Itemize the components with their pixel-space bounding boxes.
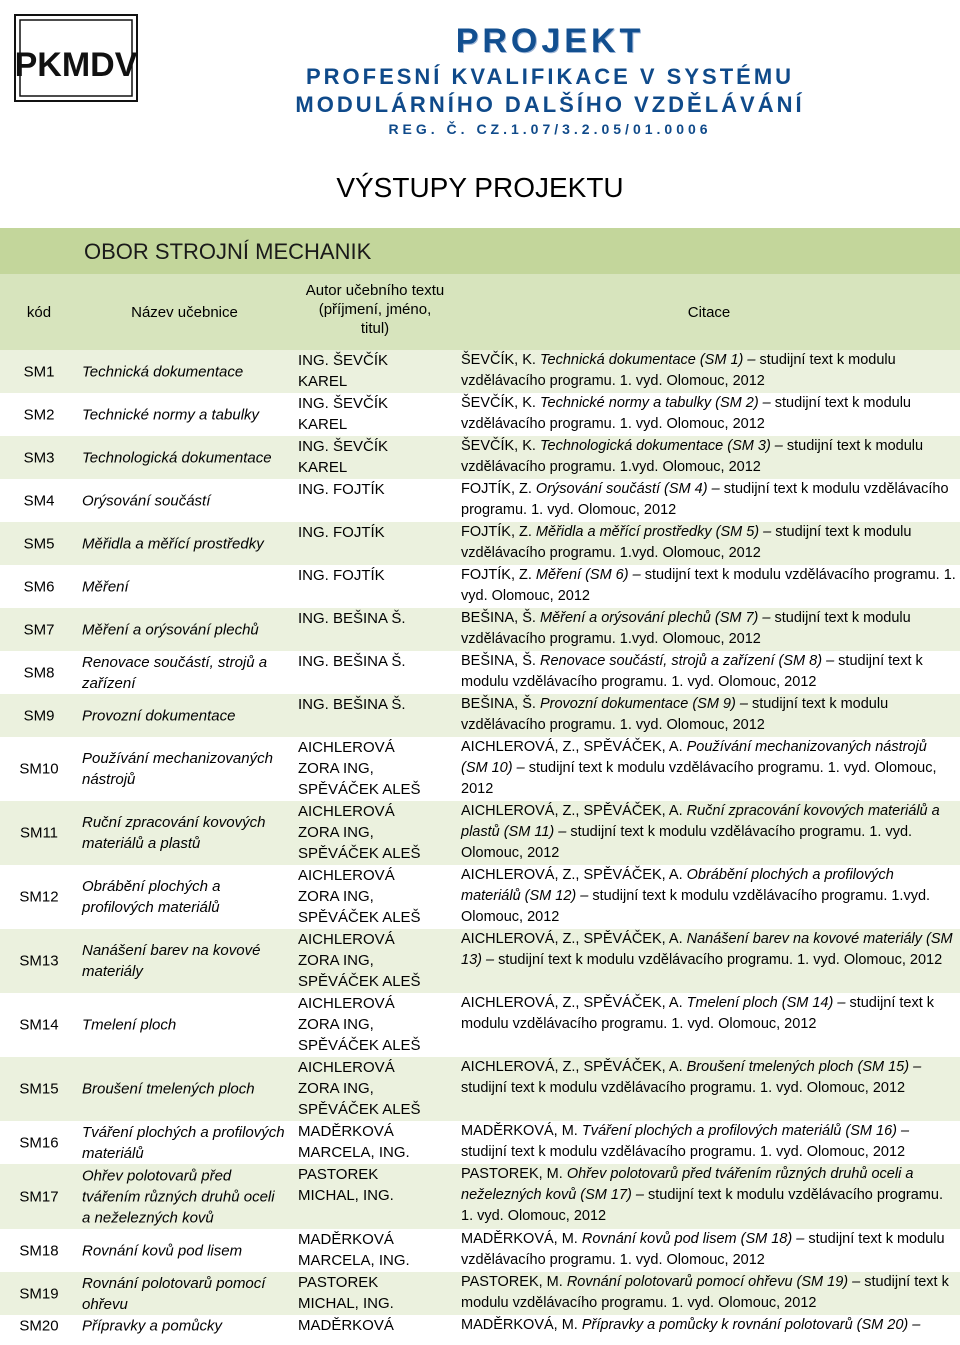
citation-title: Technická dokumentace (SM 1) –	[539, 352, 760, 368]
row-author-line: ING. FOJTÍK	[298, 567, 385, 584]
row-author-line: SPĚVÁČEK ALEŠ	[298, 1037, 421, 1054]
table-row	[0, 929, 960, 993]
citation-author: PASTOREK, M.	[461, 1274, 567, 1290]
row-citation	[461, 479, 957, 521]
row-author	[298, 865, 448, 928]
row-author-line: ING. BEŠINA Š.	[298, 653, 406, 670]
row-author-line: PASTOREK	[298, 1274, 379, 1291]
table-row	[0, 737, 960, 801]
citation-details: studijní text k modulu vzdělávacího programu. 1. vyd. Olomouc, 2012	[461, 567, 956, 604]
citation-author: AICHLEROVÁ, Z., SPĚVÁČEK, A.	[461, 867, 687, 883]
row-author	[298, 801, 448, 864]
row-citation	[461, 565, 957, 607]
row-author	[298, 1229, 448, 1271]
table-row	[0, 651, 960, 694]
row-author-line: ING. BEŠINA Š.	[298, 610, 406, 627]
citation-title: Obrábění plochých a profilových materiálů (SM 12) –	[461, 867, 894, 904]
row-author	[298, 565, 448, 586]
citation-author: FOJTÍK, Z.	[461, 524, 536, 540]
citation-title: Přípravky a pomůcky k rovnání polotovarů (SM 20) –	[581, 1317, 921, 1333]
row-name: Používání mechanizovaných nástrojů	[82, 750, 273, 788]
row-author-line: MICHAL, ING.	[298, 1295, 394, 1312]
logo-text: PKMDV	[14, 46, 138, 84]
project-subtitle-1: PROFESNÍ KVALIFIKACE V SYSTÉMU	[305, 64, 795, 89]
row-name: Rovnání polotovarů pomocí ohřevu	[82, 1274, 266, 1313]
row-author-line: SPĚVÁČEK ALEŠ	[298, 781, 421, 798]
citation-title: Technické normy a tabulky (SM 2) –	[539, 395, 775, 411]
table-row	[0, 479, 960, 522]
row-author	[298, 737, 448, 800]
project-subtitle-2: MODULÁRNÍHO DALŠÍHO VZDĚLÁVÁNÍ	[295, 92, 805, 117]
citation-details: studijní text k modulu vzdělávacího programu. 1. vyd. Olomouc, 2012	[461, 352, 896, 389]
citation-details: studijní text k modulu vzdělávacího programu. 1. vyd. Olomouc, 2012	[461, 1231, 945, 1268]
row-citation	[461, 993, 957, 1035]
row-code: SM19	[19, 1285, 59, 1302]
row-citation	[461, 608, 957, 650]
citation-details: studijní text k modulu vzdělávacího programu. 1.vyd. Olomouc, 2012	[461, 888, 931, 925]
row-citation	[461, 1057, 957, 1099]
header-autor-line-2: (příjmení, jméno,	[318, 301, 432, 318]
citation-details: studijní text k modulu vzdělávacího programu. 1. vyd. Olomouc, 2012	[498, 952, 943, 968]
row-author-line: ING. ŠEVČÍK	[298, 395, 389, 412]
citation-details: studijní text k modulu vzdělávacího programu. 1. vyd. Olomouc, 2012	[461, 1274, 949, 1311]
row-code: SM18	[19, 1242, 59, 1259]
row-name: Technologická dokumentace	[82, 449, 272, 466]
row-author-line: AICHLEROVÁ	[298, 803, 395, 820]
header-autor	[290, 281, 460, 338]
row-code: SM5	[23, 535, 55, 552]
row-name: Orýsování součástí	[82, 492, 211, 509]
row-author-line: ZORA ING,	[298, 952, 374, 969]
citation-title: Měření a orýsování plechů (SM 7) –	[539, 610, 775, 626]
row-code: SM10	[19, 760, 59, 778]
table-row	[0, 565, 960, 608]
citation-title: Technologická dokumentace (SM 3) –	[539, 438, 787, 454]
row-author-line: AICHLEROVÁ	[298, 1059, 395, 1076]
citation-details: studijní text k modulu vzdělávacího programu. 1. vyd. Olomouc, 2012	[461, 1144, 906, 1160]
header-citace: Citace	[687, 304, 731, 321]
citation-details: studijní text k modulu vzdělávacího programu. 1. vyd. Olomouc, 2012	[461, 653, 923, 690]
row-author-line: ZORA ING,	[298, 888, 374, 905]
row-author	[298, 350, 448, 392]
row-name: Technické normy a tabulky	[82, 406, 260, 423]
citation-title: Provozní dokumentace (SM 9) –	[539, 696, 752, 712]
header-nazev: Název učebnice	[131, 304, 238, 321]
row-code: SM20	[19, 1317, 59, 1335]
row-author-line: ING. ŠEVČÍK	[298, 438, 389, 455]
row-name: Tváření plochých a profilových materiálů	[82, 1123, 285, 1162]
row-code: SM4	[23, 492, 55, 509]
citation-author: FOJTÍK, Z.	[461, 567, 536, 583]
row-author-line: AICHLEROVÁ	[298, 739, 395, 756]
header-autor-line-3: titul)	[360, 320, 390, 337]
citation-details: studijní text k modulu vzdělávacího programu. 1. vyd. Olomouc, 2012	[461, 760, 937, 797]
row-name: Ohřev polotovarů před tvářením různých druhů oceli a neželezných kovů	[82, 1167, 275, 1226]
table-row	[0, 1229, 960, 1272]
row-code: SM3	[23, 449, 55, 466]
citation-details: studijní text k modulu vzdělávacího programu. 1. vyd. Olomouc, 2012	[461, 696, 889, 733]
table-row	[0, 436, 960, 479]
row-author-line: ZORA ING,	[298, 824, 374, 841]
row-author	[298, 1315, 448, 1336]
registration-number: REG. Č. CZ.1.07/3.2.05/01.0006	[388, 121, 712, 137]
row-name: Přípravky a pomůcky	[82, 1317, 223, 1335]
row-name: Měření a orýsování plechů	[82, 621, 259, 638]
row-author-line: AICHLEROVÁ	[298, 931, 395, 948]
citation-details: studijní text k modulu vzdělávacího programu. 1. vyd. Olomouc, 2012	[461, 1080, 906, 1096]
citation-details: studijní text k modulu vzdělávacího programu. 1.vyd. Olomouc, 2012	[461, 524, 912, 561]
row-code: SM1	[23, 363, 55, 380]
row-author-line: ING. BEŠINA Š.	[298, 696, 406, 713]
row-author	[298, 1164, 448, 1206]
row-author-line: PASTOREK	[298, 1166, 379, 1183]
citation-author: ŠEVČÍK, K.	[461, 395, 540, 411]
row-author-line: ING. ŠEVČÍK	[298, 352, 389, 369]
table-header	[0, 274, 960, 350]
row-citation	[461, 436, 957, 478]
row-citation	[461, 737, 957, 800]
row-author	[298, 479, 448, 500]
row-citation	[461, 350, 957, 392]
table-row	[0, 694, 960, 737]
citation-title: Tváření plochých a profilových materiálů (SM 16) –	[581, 1123, 910, 1139]
citation-details: studijní text k modulu vzdělávacího programu. 1. vyd. Olomouc, 2012	[461, 1187, 943, 1224]
project-title: PROJEKT	[455, 22, 645, 60]
row-author	[298, 1057, 448, 1120]
row-code: SM16	[19, 1134, 59, 1151]
citation-title: Měření (SM 6) –	[535, 567, 645, 583]
table-row	[0, 801, 960, 865]
row-name: Nanášení barev na kovové materiály	[82, 942, 261, 980]
citation-author: FOJTÍK, Z.	[461, 481, 536, 497]
citation-author: AICHLEROVÁ, Z., SPĚVÁČEK, A.	[461, 739, 687, 755]
row-author-line: MICHAL, ING.	[298, 1187, 394, 1204]
row-citation	[461, 801, 957, 864]
row-author-line: AICHLEROVÁ	[298, 995, 395, 1012]
citation-details: studijní text k modulu vzdělávacího programu. 1. vyd. Olomouc, 2012	[461, 824, 913, 861]
header-kod: kód	[26, 304, 52, 321]
table-row	[0, 865, 960, 929]
citation-author: MADĚRKOVÁ, M.	[461, 1231, 582, 1247]
citation-title: Nanášení barev na kovové materiály (SM 13) –	[461, 931, 953, 968]
row-author-line: ING. FOJTÍK	[298, 481, 385, 498]
citation-title: Renovace součástí, strojů a zařízení (SM 8) –	[539, 653, 839, 669]
citation-author: AICHLEROVÁ, Z., SPĚVÁČEK, A.	[461, 931, 687, 947]
row-citation	[461, 1272, 957, 1314]
row-author	[298, 651, 448, 672]
row-citation	[461, 1229, 957, 1271]
row-code: SM7	[23, 621, 55, 638]
row-name: Broušení tmelených ploch	[82, 1080, 255, 1098]
table-row	[0, 522, 960, 565]
row-author-line: MARCELA, ING.	[298, 1144, 410, 1161]
citation-title: Rovnání polotovarů pomocí ohřevu (SM 19) –	[566, 1274, 865, 1290]
citation-author: AICHLEROVÁ, Z., SPĚVÁČEK, A.	[461, 803, 687, 819]
citation-details: studijní text k modulu vzdělávacího programu. 1.vyd. Olomouc, 2012	[461, 438, 924, 475]
row-author-line: MARCELA, ING.	[298, 1252, 410, 1269]
row-name: Renovace součástí, strojů a zařízení	[82, 653, 268, 692]
row-citation	[461, 1121, 957, 1163]
citation-details: studijní text k modulu vzdělávacího programu. 1. vyd. Olomouc, 2012	[461, 395, 911, 432]
row-name: Obrábění plochých a profilových materiálů	[82, 878, 221, 916]
row-citation	[461, 651, 957, 693]
row-name: Technická dokumentace	[82, 363, 244, 380]
table-row	[0, 1164, 960, 1229]
row-author	[298, 929, 448, 992]
citation-author: ŠEVČÍK, K.	[461, 352, 540, 368]
row-author-line: SPĚVÁČEK ALEŠ	[298, 1101, 421, 1118]
row-author-line: KAREL	[298, 459, 348, 476]
row-name: Ruční zpracování kovových materiálů a plastů	[82, 814, 266, 852]
row-citation	[461, 393, 957, 435]
row-name: Provozní dokumentace	[82, 707, 236, 724]
citation-title: Ruční zpracování kovových materiálů a plastů (SM 11) –	[461, 803, 940, 840]
table-body	[0, 350, 960, 1337]
row-code: SM2	[23, 406, 55, 423]
row-author-line: SPĚVÁČEK ALEŠ	[298, 845, 421, 862]
row-author-line: MADĚRKOVÁ	[298, 1231, 394, 1248]
citation-author: BEŠINA, Š.	[461, 653, 540, 669]
row-name: Tmelení ploch	[82, 1016, 177, 1034]
obor-bar	[0, 228, 960, 274]
row-name: Měření	[82, 578, 129, 595]
citation-details: studijní text k modulu vzdělávacího programu. 1. vyd. Olomouc, 2012	[461, 481, 949, 518]
citation-author: ŠEVČÍK, K.	[461, 438, 540, 454]
row-author-line: ZORA ING,	[298, 1080, 374, 1097]
citation-author: MADĚRKOVÁ, M.	[461, 1123, 582, 1139]
row-author	[298, 393, 448, 435]
obor-title: OBOR STROJNÍ MECHANIK	[84, 239, 372, 264]
citation-author: BEŠINA, Š.	[461, 696, 540, 712]
row-author-line: ZORA ING,	[298, 1016, 374, 1033]
row-citation	[461, 865, 957, 928]
citation-title: Orýsování součástí (SM 4) –	[535, 481, 724, 497]
row-author-line: KAREL	[298, 373, 348, 390]
row-author	[298, 608, 448, 629]
table-row	[0, 350, 960, 393]
row-code: SM9	[23, 707, 55, 724]
row-author-line: ING. FOJTÍK	[298, 524, 385, 541]
row-author	[298, 694, 448, 715]
row-code: SM8	[23, 664, 55, 681]
row-author	[298, 1121, 448, 1163]
row-author-line: MADĚRKOVÁ	[298, 1317, 394, 1334]
citation-title: Broušení tmelených ploch (SM 15) –	[686, 1059, 922, 1075]
table-row	[0, 1121, 960, 1164]
citation-author: AICHLEROVÁ, Z., SPĚVÁČEK, A.	[461, 1059, 687, 1075]
citation-author: BEŠINA, Š.	[461, 610, 540, 626]
row-author-line: AICHLEROVÁ	[298, 867, 395, 884]
pkmdv-logo	[14, 14, 138, 102]
table-row	[0, 1315, 960, 1337]
citation-title: Ohřev polotovarů před tvářením různých druhů oceli a neželezných kovů (SM 17) –	[461, 1166, 914, 1203]
row-citation	[461, 1164, 957, 1227]
row-author	[298, 993, 448, 1056]
citation-author: AICHLEROVÁ, Z., SPĚVÁČEK, A.	[461, 995, 687, 1011]
citation-title: Měřidla a měřící prostředky (SM 5) –	[535, 524, 776, 540]
row-author-line: KAREL	[298, 416, 348, 433]
row-name: Rovnání kovů pod lisem	[82, 1242, 243, 1259]
citation-title: Rovnání kovů pod lisem (SM 18) –	[581, 1231, 809, 1247]
row-author-line: ZORA ING,	[298, 760, 374, 777]
row-code: SM17	[19, 1188, 59, 1205]
citation-author: PASTOREK, M.	[461, 1166, 567, 1182]
row-author-line: SPĚVÁČEK ALEŠ	[298, 973, 421, 990]
row-citation	[461, 1315, 957, 1336]
row-code: SM12	[19, 888, 59, 906]
citation-details: studijní text k modulu vzdělávacího programu. 1. vyd. Olomouc, 2012	[461, 995, 935, 1032]
table-row	[0, 993, 960, 1057]
row-author-line: SPĚVÁČEK ALEŠ	[298, 909, 421, 926]
citation-author: MADĚRKOVÁ, M.	[461, 1317, 582, 1333]
row-citation	[461, 694, 957, 736]
row-citation	[461, 929, 957, 971]
table-row	[0, 393, 960, 436]
table-row	[0, 608, 960, 651]
citation-details: studijní text k modulu vzdělávacího programu. 1.vyd. Olomouc, 2012	[461, 610, 911, 647]
row-code: SM14	[19, 1016, 59, 1034]
row-code: SM6	[23, 578, 55, 595]
table-row	[0, 1057, 960, 1121]
table-row	[0, 1272, 960, 1315]
row-name: Měřidla a měřící prostředky	[82, 535, 264, 552]
section-title: VÝSTUPY PROJEKTU	[336, 172, 624, 203]
row-citation	[461, 522, 957, 564]
citation-title: Tmelení ploch (SM 14) –	[686, 995, 850, 1011]
header-autor-line-1: Autor učebního textu	[305, 282, 445, 299]
row-author	[298, 436, 448, 478]
row-code: SM11	[19, 824, 59, 842]
citation-title: Používání mechanizovaných nástrojů (SM 10) –	[461, 739, 927, 776]
row-author	[298, 1272, 448, 1314]
row-code: SM13	[19, 952, 59, 970]
row-code: SM15	[19, 1080, 59, 1098]
row-author	[298, 522, 448, 543]
row-author-line: MADĚRKOVÁ	[298, 1123, 394, 1140]
